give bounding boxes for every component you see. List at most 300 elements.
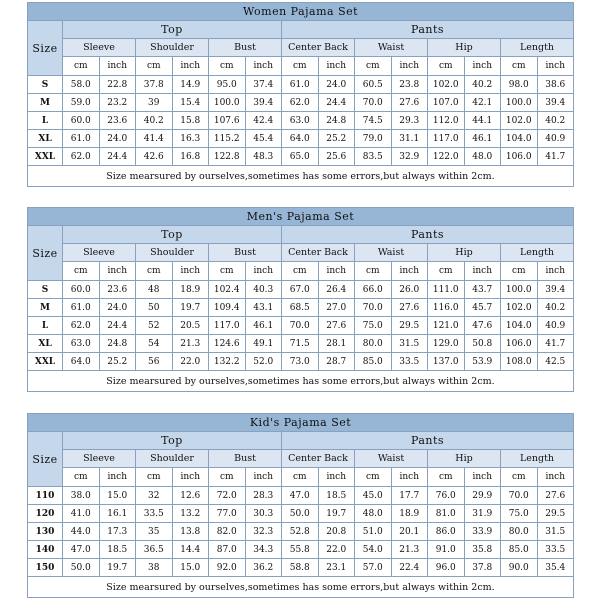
value-cell: 24.8 [318,112,355,130]
value-cell: 62.0 [63,148,100,166]
unit-header: cm [355,262,392,281]
value-cell: 80.0 [355,335,392,353]
value-cell: 47.0 [282,487,319,505]
value-cell: 24.0 [99,299,136,317]
unit-header: inch [99,468,136,487]
unit-header: cm [428,468,465,487]
table-row [28,130,574,148]
unit-header: inch [172,468,209,487]
value-cell: 104.0 [501,130,538,148]
value-cell: 31.9 [464,505,501,523]
size-header: Size [28,226,63,281]
value-cell: 18.5 [99,541,136,559]
value-cell: 70.0 [355,299,392,317]
value-cell: 25.6 [318,148,355,166]
unit-header: cm [282,262,319,281]
size-header: Size [28,432,63,487]
unit-header: cm [428,262,465,281]
value-cell: 42.5 [537,353,574,371]
value-cell: 60.5 [355,76,392,94]
value-cell: 23.2 [99,94,136,112]
value-cell: 12.6 [172,487,209,505]
value-cell: 48 [136,281,173,299]
value-cell: 53.9 [464,353,501,371]
value-cell: 41.7 [537,335,574,353]
unit-header: inch [537,468,574,487]
women-size-table [27,2,574,187]
value-cell: 48.0 [355,505,392,523]
value-cell: 50.8 [464,335,501,353]
value-cell: 50.0 [63,559,100,577]
value-cell: 91.0 [428,541,465,559]
value-cell: 45.7 [464,299,501,317]
value-cell: 28.3 [245,487,282,505]
size-cell: XL [28,335,63,353]
unit-header: cm [501,468,538,487]
value-cell: 66.0 [355,281,392,299]
value-cell: 33.5 [136,505,173,523]
value-cell: 47.6 [464,317,501,335]
value-cell: 50 [136,299,173,317]
value-cell: 36.5 [136,541,173,559]
value-cell: 40.2 [537,299,574,317]
value-cell: 13.8 [172,523,209,541]
value-cell: 82.0 [209,523,246,541]
value-cell: 18.9 [172,281,209,299]
table-note: Size mearsured by ourselves,sometimes has some errors,but always within 2cm. [28,371,574,392]
value-cell: 115.2 [209,130,246,148]
value-cell: 79.0 [355,130,392,148]
value-cell: 30.3 [245,505,282,523]
value-cell: 122.8 [209,148,246,166]
measure-header: Sleeve [63,39,136,57]
unit-header: inch [245,262,282,281]
value-cell: 62.0 [282,94,319,112]
value-cell: 43.7 [464,281,501,299]
value-cell: 33.9 [464,523,501,541]
value-cell: 73.0 [282,353,319,371]
unit-header: inch [245,57,282,76]
unit-header: cm [355,468,392,487]
value-cell: 109.4 [209,299,246,317]
value-cell: 26.0 [391,281,428,299]
value-cell: 38.0 [63,487,100,505]
value-cell: 15.8 [172,112,209,130]
table-row [28,281,574,299]
value-cell: 106.0 [501,335,538,353]
value-cell: 90.0 [501,559,538,577]
value-cell: 38 [136,559,173,577]
table-row [28,112,574,130]
value-cell: 14.4 [172,541,209,559]
value-cell: 33.5 [537,541,574,559]
unit-header: inch [99,262,136,281]
value-cell: 61.0 [282,76,319,94]
table-row [28,559,574,577]
value-cell: 20.5 [172,317,209,335]
value-cell: 80.0 [501,523,538,541]
size-cell: XXL [28,148,63,166]
unit-header: cm [355,57,392,76]
measure-header: Sleeve [63,450,136,468]
value-cell: 19.7 [99,559,136,577]
value-cell: 18.5 [318,487,355,505]
value-cell: 100.0 [501,281,538,299]
value-cell: 21.3 [172,335,209,353]
table-title: Kid's Pajama Set [28,414,574,432]
value-cell: 83.5 [355,148,392,166]
value-cell: 40.9 [537,130,574,148]
unit-header: cm [501,262,538,281]
value-cell: 48.3 [245,148,282,166]
value-cell: 117.0 [428,130,465,148]
value-cell: 117.0 [209,317,246,335]
value-cell: 70.0 [355,94,392,112]
value-cell: 61.0 [63,299,100,317]
value-cell: 40.2 [136,112,173,130]
value-cell: 35 [136,523,173,541]
value-cell: 50.0 [282,505,319,523]
value-cell: 41.7 [537,148,574,166]
value-cell: 42.6 [136,148,173,166]
value-cell: 54 [136,335,173,353]
unit-header: cm [63,262,100,281]
measure-header: Waist [355,244,428,262]
measure-header: Waist [355,39,428,57]
value-cell: 24.0 [99,130,136,148]
value-cell: 16.8 [172,148,209,166]
value-cell: 55.8 [282,541,319,559]
value-cell: 70.0 [501,487,538,505]
value-cell: 76.0 [428,487,465,505]
table-note: Size mearsured by ourselves,sometimes has some errors,but always within 2cm. [28,577,574,598]
value-cell: 64.0 [63,353,100,371]
table-row [28,335,574,353]
value-cell: 100.0 [501,94,538,112]
value-cell: 42.1 [464,94,501,112]
value-cell: 61.0 [63,130,100,148]
value-cell: 23.1 [318,559,355,577]
unit-header: inch [172,57,209,76]
value-cell: 124.6 [209,335,246,353]
value-cell: 25.2 [99,353,136,371]
value-cell: 28.7 [318,353,355,371]
value-cell: 60.0 [63,281,100,299]
unit-header: inch [391,262,428,281]
pants-group-header: Pants [282,21,574,39]
pants-group-header: Pants [282,226,574,244]
table-title: Women Pajama Set [28,3,574,21]
table-row [28,299,574,317]
size-cell: 150 [28,559,63,577]
measure-header: Length [501,39,574,57]
unit-header: inch [464,468,501,487]
value-cell: 31.5 [537,523,574,541]
value-cell: 72.0 [209,487,246,505]
measure-header: Waist [355,450,428,468]
unit-header: cm [63,468,100,487]
value-cell: 52.0 [245,353,282,371]
unit-header: inch [464,262,501,281]
unit-header: inch [99,57,136,76]
kids-size-table [27,413,574,598]
top-group-header: Top [63,21,282,39]
measure-header: Center Back [282,244,355,262]
value-cell: 22.4 [391,559,428,577]
value-cell: 35.8 [464,541,501,559]
value-cell: 15.0 [99,487,136,505]
value-cell: 22.0 [172,353,209,371]
value-cell: 38.6 [537,76,574,94]
size-cell: S [28,76,63,94]
unit-header: inch [537,57,574,76]
value-cell: 121.0 [428,317,465,335]
value-cell: 51.0 [355,523,392,541]
value-cell: 48.0 [464,148,501,166]
value-cell: 17.7 [391,487,428,505]
value-cell: 44.1 [464,112,501,130]
measure-header: Bust [209,39,282,57]
size-cell: S [28,281,63,299]
measure-header: Bust [209,450,282,468]
value-cell: 23.6 [99,112,136,130]
value-cell: 62.0 [63,317,100,335]
value-cell: 65.0 [282,148,319,166]
measure-header: Length [501,450,574,468]
measure-header: Center Back [282,39,355,57]
unit-header: inch [391,468,428,487]
value-cell: 102.4 [209,281,246,299]
value-cell: 24.4 [318,94,355,112]
value-cell: 63.0 [282,112,319,130]
value-cell: 77.0 [209,505,246,523]
value-cell: 22.0 [318,541,355,559]
value-cell: 39.4 [537,94,574,112]
value-cell: 129.0 [428,335,465,353]
value-cell: 49.1 [245,335,282,353]
value-cell: 132.2 [209,353,246,371]
unit-header: cm [428,57,465,76]
value-cell: 137.0 [428,353,465,371]
value-cell: 59.0 [63,94,100,112]
table-row [28,317,574,335]
value-cell: 45.0 [355,487,392,505]
value-cell: 20.1 [391,523,428,541]
unit-header: inch [318,468,355,487]
size-cell: XL [28,130,63,148]
table-row [28,541,574,559]
value-cell: 19.7 [172,299,209,317]
value-cell: 29.3 [391,112,428,130]
value-cell: 102.0 [428,76,465,94]
unit-header: inch [464,57,501,76]
size-cell: 110 [28,487,63,505]
top-group-header: Top [63,226,282,244]
value-cell: 107.6 [209,112,246,130]
value-cell: 40.2 [537,112,574,130]
table-row [28,487,574,505]
unit-header: inch [318,262,355,281]
value-cell: 35.4 [537,559,574,577]
value-cell: 34.3 [245,541,282,559]
table-row [28,505,574,523]
value-cell: 108.0 [501,353,538,371]
pants-group-header: Pants [282,432,574,450]
value-cell: 46.1 [245,317,282,335]
value-cell: 75.0 [501,505,538,523]
value-cell: 32.9 [391,148,428,166]
value-cell: 64.0 [282,130,319,148]
value-cell: 74.5 [355,112,392,130]
value-cell: 17.3 [99,523,136,541]
value-cell: 54.0 [355,541,392,559]
value-cell: 22.8 [99,76,136,94]
value-cell: 19.7 [318,505,355,523]
measure-header: Hip [428,450,501,468]
value-cell: 43.1 [245,299,282,317]
value-cell: 29.5 [391,317,428,335]
value-cell: 75.0 [355,317,392,335]
size-cell: M [28,94,63,112]
measure-header: Center Back [282,450,355,468]
value-cell: 39.4 [537,281,574,299]
top-group-header: Top [63,432,282,450]
value-cell: 41.4 [136,130,173,148]
unit-header: inch [172,262,209,281]
value-cell: 46.1 [464,130,501,148]
value-cell: 100.0 [209,94,246,112]
value-cell: 63.0 [63,335,100,353]
value-cell: 27.6 [537,487,574,505]
value-cell: 24.4 [99,148,136,166]
value-cell: 60.0 [63,112,100,130]
value-cell: 27.6 [391,299,428,317]
unit-header: cm [282,57,319,76]
value-cell: 31.1 [391,130,428,148]
value-cell: 102.0 [501,299,538,317]
value-cell: 15.4 [172,94,209,112]
value-cell: 42.4 [245,112,282,130]
value-cell: 40.9 [537,317,574,335]
value-cell: 37.4 [245,76,282,94]
unit-header: inch [391,57,428,76]
measure-header: Shoulder [136,244,209,262]
unit-header: cm [282,468,319,487]
value-cell: 70.0 [282,317,319,335]
value-cell: 24.8 [99,335,136,353]
value-cell: 102.0 [501,112,538,130]
measure-header: Hip [428,39,501,57]
unit-header: cm [209,468,246,487]
unit-header: inch [318,57,355,76]
value-cell: 47.0 [63,541,100,559]
table-row [28,353,574,371]
value-cell: 27.6 [318,317,355,335]
unit-header: inch [537,262,574,281]
men-size-table [27,207,574,392]
table-title: Men's Pajama Set [28,208,574,226]
value-cell: 95.0 [209,76,246,94]
value-cell: 52.8 [282,523,319,541]
value-cell: 13.2 [172,505,209,523]
value-cell: 45.4 [245,130,282,148]
unit-header: cm [209,57,246,76]
unit-header: cm [136,57,173,76]
table-note: Size mearsured by ourselves,sometimes has some errors,but always within 2cm. [28,166,574,187]
value-cell: 37.8 [136,76,173,94]
value-cell: 20.8 [318,523,355,541]
value-cell: 15.0 [172,559,209,577]
value-cell: 28.1 [318,335,355,353]
size-cell: M [28,299,63,317]
value-cell: 23.8 [391,76,428,94]
measure-header: Hip [428,244,501,262]
measure-header: Length [501,244,574,262]
value-cell: 67.0 [282,281,319,299]
value-cell: 24.4 [99,317,136,335]
value-cell: 81.0 [428,505,465,523]
table-row [28,148,574,166]
size-cell: L [28,317,63,335]
measure-header: Sleeve [63,244,136,262]
value-cell: 16.1 [99,505,136,523]
size-header: Size [28,21,63,76]
value-cell: 106.0 [501,148,538,166]
table-row [28,523,574,541]
unit-header: cm [136,468,173,487]
measure-header: Shoulder [136,450,209,468]
value-cell: 85.0 [355,353,392,371]
size-cell: 120 [28,505,63,523]
value-cell: 24.0 [318,76,355,94]
unit-header: cm [209,262,246,281]
value-cell: 112.0 [428,112,465,130]
size-cell: 130 [28,523,63,541]
value-cell: 39.4 [245,94,282,112]
value-cell: 122.0 [428,148,465,166]
value-cell: 23.6 [99,281,136,299]
value-cell: 25.2 [318,130,355,148]
size-cell: L [28,112,63,130]
value-cell: 29.9 [464,487,501,505]
value-cell: 27.0 [318,299,355,317]
measure-header: Bust [209,244,282,262]
value-cell: 44.0 [63,523,100,541]
value-cell: 29.5 [537,505,574,523]
table-row [28,76,574,94]
value-cell: 41.0 [63,505,100,523]
value-cell: 32 [136,487,173,505]
value-cell: 14.9 [172,76,209,94]
value-cell: 111.0 [428,281,465,299]
unit-header: cm [501,57,538,76]
value-cell: 21.3 [391,541,428,559]
value-cell: 33.5 [391,353,428,371]
value-cell: 71.5 [282,335,319,353]
value-cell: 26.4 [318,281,355,299]
unit-header: cm [136,262,173,281]
value-cell: 40.2 [464,76,501,94]
unit-header: inch [245,468,282,487]
value-cell: 57.0 [355,559,392,577]
table-row [28,94,574,112]
value-cell: 56 [136,353,173,371]
value-cell: 104.0 [501,317,538,335]
value-cell: 107.0 [428,94,465,112]
value-cell: 36.2 [245,559,282,577]
value-cell: 27.6 [391,94,428,112]
value-cell: 98.0 [501,76,538,94]
